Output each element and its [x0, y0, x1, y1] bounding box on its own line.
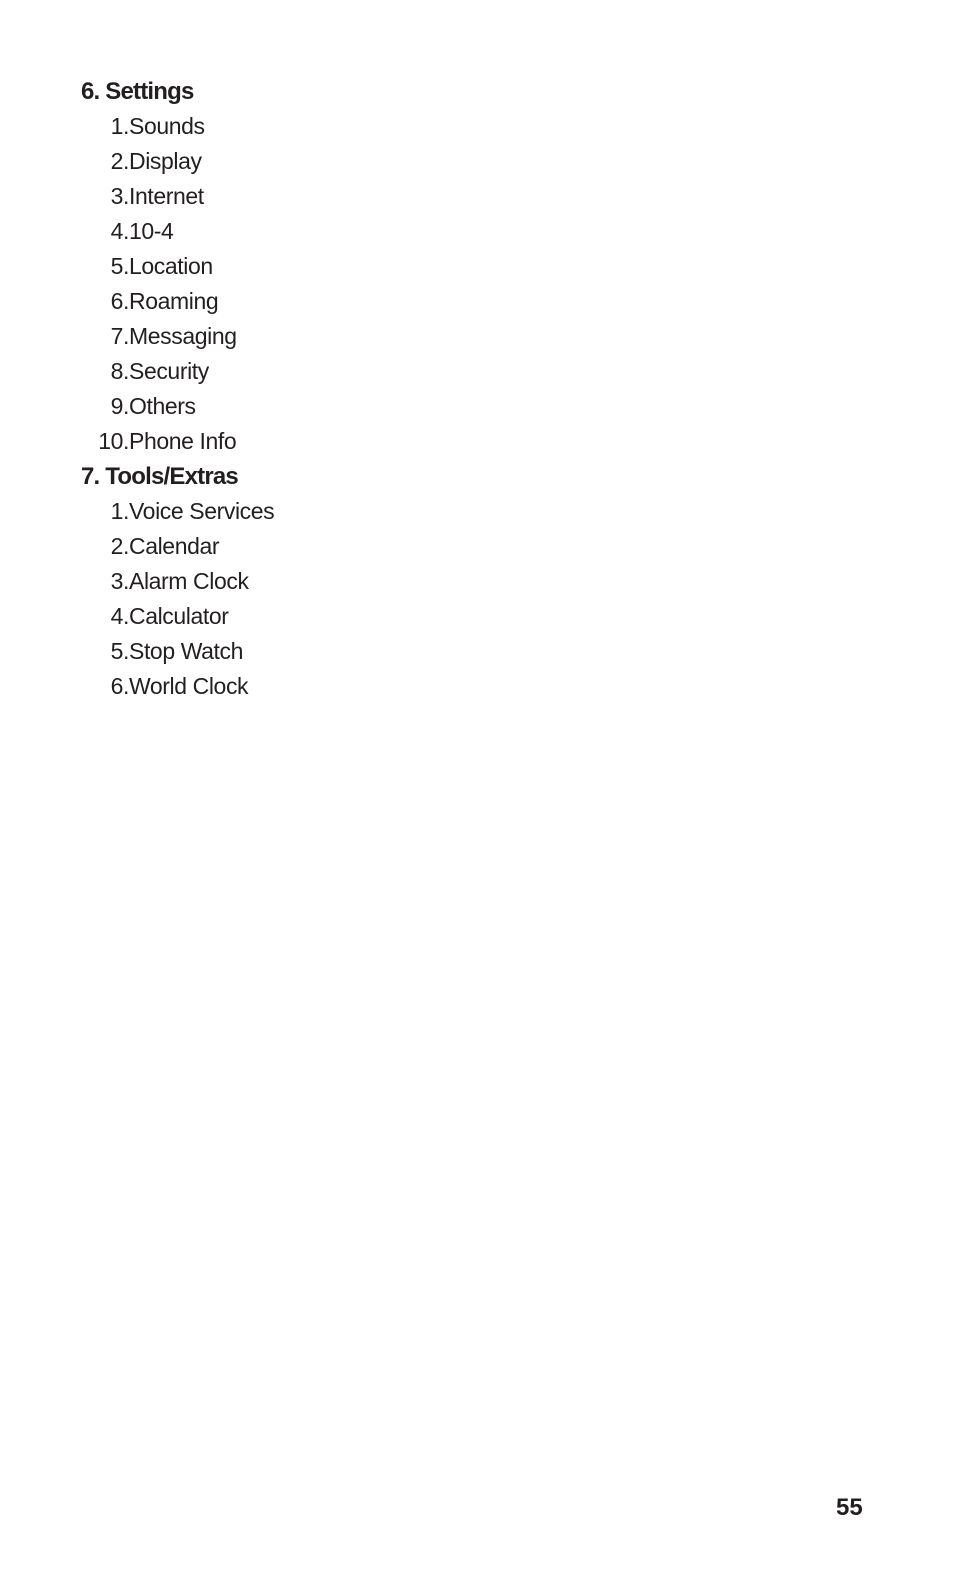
item-number: 2.: [110, 533, 129, 559]
menu-item-security: [81, 354, 781, 389]
menu-item-sounds: [81, 109, 781, 144]
item-label: Others: [129, 393, 196, 419]
item-number: 1.: [110, 498, 129, 524]
section-title-settings: 6. Settings: [81, 78, 194, 105]
item-label: Stop Watch: [129, 638, 244, 664]
menu-outline: [81, 74, 781, 704]
menu-item-internet: [81, 179, 781, 214]
item-label: Calendar: [129, 533, 220, 559]
item-number: 5.: [110, 253, 129, 279]
item-label: Location: [129, 253, 213, 279]
item-number: 4.: [110, 603, 129, 629]
menu-item-location: [81, 249, 781, 284]
item-label: Internet: [129, 183, 204, 209]
menu-item-stop-watch: [81, 634, 781, 669]
menu-item-voice-services: [81, 494, 781, 529]
item-number: 10.: [98, 428, 129, 454]
item-label: Voice Services: [129, 498, 275, 524]
menu-item-calculator: [81, 599, 781, 634]
item-number: 4.: [110, 218, 129, 244]
item-label: Alarm Clock: [129, 568, 249, 594]
menu-item-10-4: [81, 214, 781, 249]
item-label: Security: [129, 358, 209, 384]
menu-item-calendar: [81, 529, 781, 564]
item-label: Sounds: [129, 113, 205, 139]
item-number: 6.: [110, 288, 129, 314]
item-label: Calculator: [129, 603, 229, 629]
item-number: 2.: [110, 148, 129, 174]
section-title-tools-extras: 7. Tools/Extras: [81, 463, 238, 490]
item-number: 6.: [110, 673, 129, 699]
menu-item-world-clock: [81, 669, 781, 704]
item-label: Messaging: [129, 323, 237, 349]
menu-item-roaming: [81, 284, 781, 319]
item-number: 9.: [110, 393, 129, 419]
item-number: 3.: [110, 568, 129, 594]
menu-item-display: [81, 144, 781, 179]
item-label: Roaming: [129, 288, 219, 314]
item-number: 1.: [110, 113, 129, 139]
item-label: Phone Info: [129, 428, 237, 454]
item-label: World Clock: [129, 673, 249, 699]
menu-item-phone-info: [81, 424, 781, 459]
item-label: 10-4: [129, 218, 174, 244]
menu-item-alarm-clock: [81, 564, 781, 599]
item-number: 5.: [110, 638, 129, 664]
item-number: 8.: [110, 358, 129, 384]
menu-item-others: [81, 389, 781, 424]
menu-item-messaging: [81, 319, 781, 354]
item-number: 7.: [110, 323, 129, 349]
page-number: 55: [836, 1494, 863, 1521]
item-label: Display: [129, 148, 202, 174]
item-number: 3.: [110, 183, 129, 209]
